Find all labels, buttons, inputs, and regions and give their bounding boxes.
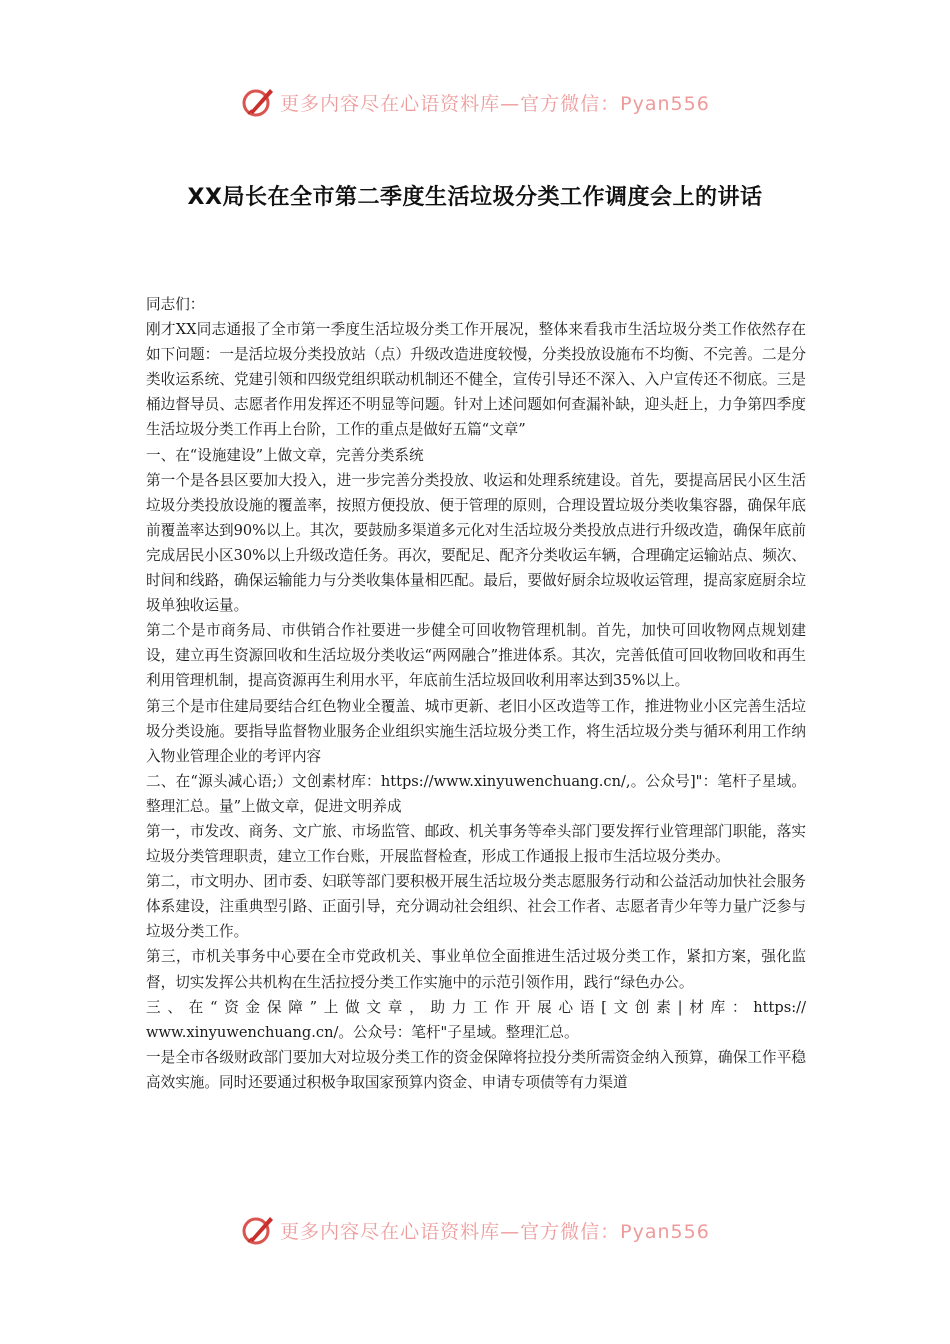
paragraph: 第二，市文明办、团市委、妇联等部门要积极开展生活垃圾分类志愿服务行动和公益活动加快社会服务体系建设，注重典型引路、正面引导，充分调动社会组织、社会工作者、志愿者青少年等力量广泛参与垃圾分类工作。 xyxy=(146,873,806,941)
watermark-banner-bottom xyxy=(0,1208,950,1252)
paragraph: 第三个是市住建局要结合红色物业全覆盖、城市更新、老旧小区改造等工作，推进物业小区完善生活垃圾分类设施。要指导监督物业服务企业组织实施生活垃圾分类工作，将生活垃圾分类与循环利用工作纳入物业管理企业的考评内容 xyxy=(146,697,806,765)
watermark-banner-top xyxy=(0,80,950,124)
watermark-text: 更多内容尽在心语资料库—官方微信：Pyan556 xyxy=(280,1220,710,1243)
section-heading-continued: www.xinyuwenchuang.cn/。公众号：笔杆"子星域。整理汇总。 xyxy=(146,1023,579,1041)
paragraph: 刚才XX同志通报了全市第一季度生活垃圾分类工作开展况，整体来看我市生活垃圾分类工作依然存在如下问题：一是活垃圾分类投放站（点）升级改造进度较慢，分类投放设施布不均衡、不完善。二是分类收运系统、党建引领和四级党组织联动机制还不健全，宣传引导还不深入、入户宣传还不彻底。三是桶边督导员、志愿者作用发挥还不明显等问题。针对上述问题如何查漏补缺，迎头赶上，力争第四季度生活垃圾分类工作再上台阶，工作的重点是做好五篇“文章” xyxy=(146,321,806,439)
paragraph: 第二个是市商务局、市供销合作社要进一步健全可回收物管理机制。首先，加快可回收物网点规划建设，建立再生资源回收和生活垃圾分类收运“两网融合”推进体系。其次，完善低值可回收物回收和再生利用管理机制，提高资源再生利用水平，年底前生活垃圾回收利用率达到35%以上。 xyxy=(146,622,806,690)
salutation: 同志们： xyxy=(146,296,205,313)
paragraph: 第一个是各县区要加大投入，进一步完善分类投放、收运和处理系统建设。首先，要提高居民小区生活垃圾分类投放设施的覆盖率，按照方便投放、便于管理的原则，合理设置垃圾分类收集容器，确保年底前覆盖率达到90%以上。其次，要鼓励多渠道多元化对生活垃圾分类投放点进行升级改造，确保年底前完成居民小区30%以上升级改造任务。再次，要配足、配齐分类收运车辆，合理确定运输站点、频次、时间和线路，确保运输能力与分类收集体量相匹配。最后，要做好厨余垃圾收运管理，提高家庭厨余垃圾单独收运量。 xyxy=(146,471,806,615)
section-heading: 二、在“源头减心语;）文创素材库：https://www.xinyuwenchuang.cn/,。公众号]"：笔杆子星域。整理汇总。量”上做文章，促进文明养成 xyxy=(146,772,806,815)
section-heading: 一、在“设施建设”上做文章，完善分类系统 xyxy=(146,446,424,464)
paragraph: 一是全市各级财政部门要加大对垃圾分类工作的资金保障将拉投分类所需资金纳入预算，确保工作平稳高效实施。同时还要通过积极争取国家预算内资金、申请专项债等有力渠道 xyxy=(146,1048,806,1091)
paragraph: 第一，市发改、商务、文广旅、市场监管、邮政、机关事务等牵头部门要发挥行业管理部门职能，落实垃圾分类管理职责，建立工作台账，开展监督检查，形成工作通报上报市生活垃圾分类办。 xyxy=(146,822,806,866)
section-heading: 三、在“资金保障”上做文章，助力工作开展心语[文创素|材库：https:// xyxy=(146,998,806,1016)
document-body xyxy=(146,292,806,1095)
quill-logo-icon xyxy=(240,1212,276,1248)
quill-logo-icon xyxy=(240,84,276,120)
watermark-text: 更多内容尽在心语资料库—官方微信：Pyan556 xyxy=(280,92,710,115)
document-title: XX局长在全市第二季度生活垃圾分类工作调度会上的讲话 xyxy=(187,185,763,210)
paragraph: 第三，市机关事务中心要在全市党政机关、事业单位全面推进生活过圾分类工作，紧扣方案，强化监督，切实发挥公共机构在生活拉授分类工作实施中的示范引领作用，践行“绿色办公。 xyxy=(146,948,806,991)
